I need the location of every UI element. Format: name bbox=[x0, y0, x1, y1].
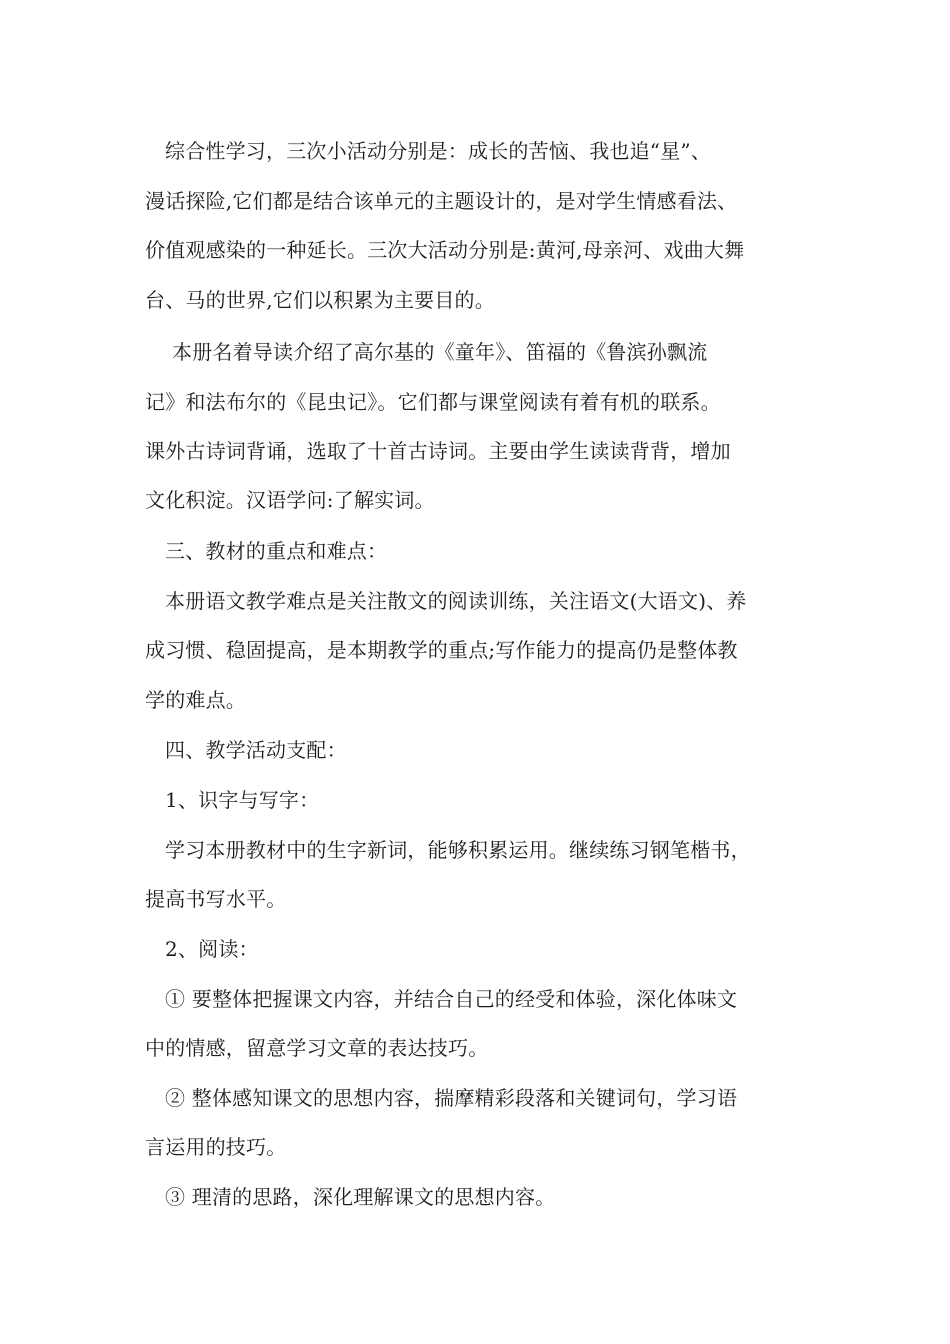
subsection-heading: 1、识字与写字： bbox=[165, 788, 320, 812]
section-heading: 四、教学活动支配： bbox=[165, 738, 347, 762]
list-item-line: 中的情感，留意学习文章的表达技巧。 bbox=[145, 1036, 489, 1060]
paragraph-line: 成习惯、稳固提高，是本期教学的重点;写作能力的提高仍是整体教 bbox=[145, 638, 738, 662]
paragraph-line: 本册语文教学难点是关注散文的阅读训练，关注语文(大语文)、养 bbox=[165, 589, 747, 613]
paragraph-line: 台、马的世界,它们以积累为主要目的。 bbox=[145, 288, 495, 312]
list-item-line: ③ 理清的思路，深化理解课文的思想内容。 bbox=[165, 1185, 556, 1209]
paragraph-line: 学的难点。 bbox=[145, 688, 246, 712]
subsection-heading: 2、阅读： bbox=[165, 937, 259, 961]
section-heading: 三、教材的重点和难点： bbox=[165, 539, 388, 563]
paragraph-line: 文化积淀。汉语学问:了解实词。 bbox=[145, 488, 435, 512]
paragraph-line: 课外古诗词背诵，选取了十首古诗词。主要由学生读读背背，增加 bbox=[145, 439, 731, 463]
paragraph-line: 本册名着导读介绍了高尔基的《童年》、笛福的《鲁滨孙飘流 bbox=[172, 340, 708, 364]
paragraph-line: 学习本册教材中的生字新词，能够积累运用。继续练习钢笔楷书， bbox=[165, 838, 751, 862]
paragraph-line: 提高书写水平。 bbox=[145, 887, 287, 911]
list-item-line: ② 整体感知课文的思想内容，揣摩精彩段落和关键词句，学习语 bbox=[165, 1086, 738, 1110]
paragraph-line: 记》和法布尔的《昆虫记》。它们都与课堂阅读有着有机的联系。 bbox=[145, 390, 721, 414]
paragraph-line: 价值观感染的一种延长。三次大活动分别是:黄河,母亲河、戏曲大舞 bbox=[145, 238, 745, 262]
paragraph-line: 漫话探险,它们都是结合该单元的主题设计的，是对学生情感看法、 bbox=[145, 189, 738, 213]
list-item-line: ① 要整体把握课文内容，并结合自己的经受和体验，深化体味文 bbox=[165, 987, 738, 1011]
paragraph-line: 综合性学习，三次小活动分别是：成长的苦恼、我也追“星”、 bbox=[165, 139, 712, 163]
list-item-line: 言运用的技巧。 bbox=[145, 1135, 287, 1159]
